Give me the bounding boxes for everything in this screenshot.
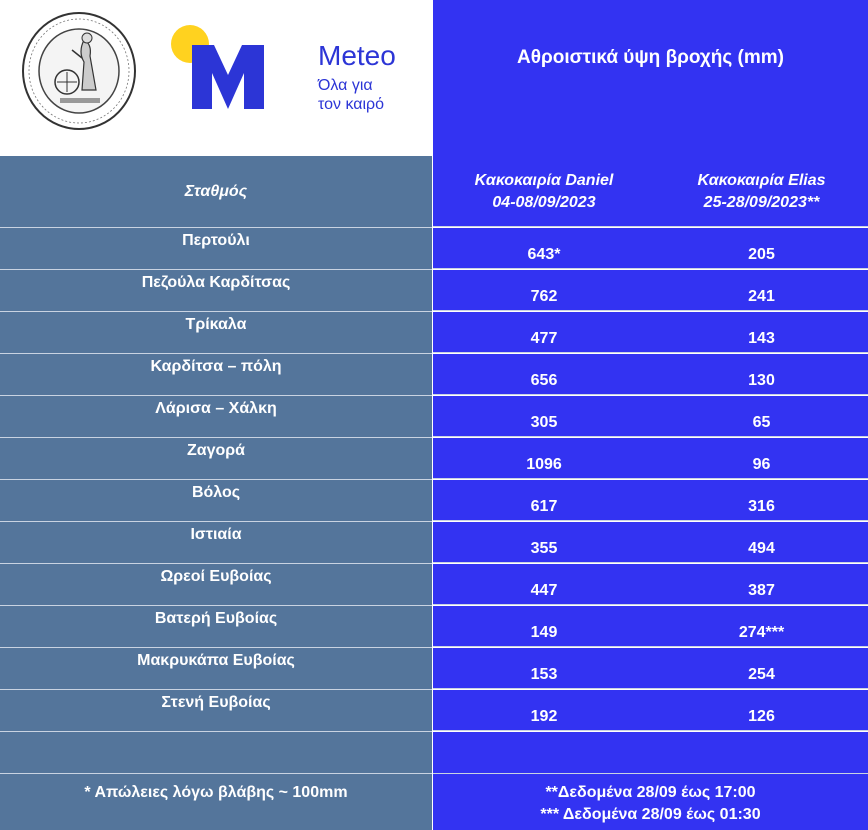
station-name: Μακρυκάπα Ευβοίας xyxy=(0,648,432,690)
daniel-rainfall-value: 656 xyxy=(433,354,655,395)
table-row xyxy=(0,648,868,690)
header-station xyxy=(0,156,432,228)
elias-rainfall-value: 494 xyxy=(655,522,868,563)
footer-left xyxy=(0,774,432,830)
page-title: Αθροιστικά ύψη βροχής (mm) xyxy=(517,47,784,68)
daniel-rainfall-value: 149 xyxy=(433,606,655,647)
daniel-rainfall-value: 153 xyxy=(433,648,655,689)
elias-rainfall-value: 316 xyxy=(655,480,868,521)
daniel-rainfall-value: 762 xyxy=(433,270,655,311)
daniel-rainfall-value: 305 xyxy=(433,396,655,437)
footer-right xyxy=(433,774,868,830)
footer-row xyxy=(0,774,868,830)
meteo-tagline-1: Όλα για xyxy=(318,77,373,94)
table-row xyxy=(0,354,868,396)
observatory-seal-logo xyxy=(20,10,138,132)
meteo-tagline-2: τον καιρό xyxy=(318,96,385,113)
station-name: Ωρεοί Ευβοίας xyxy=(0,564,432,606)
elias-column-title: Κακοκαιρία Elias xyxy=(697,172,826,189)
elias-column-dates: 25-28/09/2023** xyxy=(703,194,820,211)
footnote-elias-1: **Δεδομένα 28/09 έως 17:00 xyxy=(545,784,756,801)
table-row xyxy=(0,564,868,606)
table-row xyxy=(0,312,868,354)
elias-rainfall-value: 274*** xyxy=(655,606,868,647)
spacer-left xyxy=(0,732,432,774)
station-name: Καρδίτσα – πόλη xyxy=(0,354,432,396)
table-row xyxy=(0,522,868,564)
header-elias xyxy=(655,156,868,227)
daniel-rainfall-value: 355 xyxy=(433,522,655,563)
station-column-label: Σταθμός xyxy=(184,182,248,200)
daniel-rainfall-value: 477 xyxy=(433,312,655,353)
station-name: Ιστιαία xyxy=(0,522,432,564)
elias-rainfall-value: 254 xyxy=(655,648,868,689)
table-row xyxy=(0,690,868,732)
elias-rainfall-value: 130 xyxy=(655,354,868,395)
table-row xyxy=(0,438,868,480)
elias-rainfall-value: 143 xyxy=(655,312,868,353)
station-name: Πεζούλα Καρδίτσας xyxy=(0,270,432,312)
table-header-row xyxy=(0,156,868,228)
elias-rainfall-value: 241 xyxy=(655,270,868,311)
daniel-rainfall-value: 1096 xyxy=(433,438,655,479)
elias-rainfall-value: 205 xyxy=(655,228,868,269)
header-daniel xyxy=(433,156,655,227)
station-name: Λάρισα – Χάλκη xyxy=(0,396,432,438)
daniel-column-dates: 04-08/09/2023 xyxy=(492,194,596,211)
station-name: Περτούλι xyxy=(0,228,432,270)
station-name: Ζαγορά xyxy=(0,438,432,480)
table-row xyxy=(0,480,868,522)
footnote-elias-2: *** Δεδομένα 28/09 έως 01:30 xyxy=(540,806,761,823)
table-row xyxy=(0,396,868,438)
daniel-rainfall-value: 643* xyxy=(433,228,655,269)
station-name: Βόλος xyxy=(0,480,432,522)
elias-rainfall-value: 96 xyxy=(655,438,868,479)
spacer-right xyxy=(433,732,868,774)
footnote-daniel: * Απώλειες λόγω βλάβης ~ 100mm xyxy=(84,784,348,801)
elias-rainfall-value: 126 xyxy=(655,690,868,731)
table-row xyxy=(0,228,868,270)
meteo-brand-text: Meteo xyxy=(318,40,396,71)
meteo-logo xyxy=(168,22,418,117)
daniel-rainfall-value: 192 xyxy=(433,690,655,731)
table-row xyxy=(0,606,868,648)
spacer-row xyxy=(0,732,868,774)
station-name: Βατερή Ευβοίας xyxy=(0,606,432,648)
station-name: Στενή Ευβοίας xyxy=(0,690,432,732)
rainfall-table xyxy=(0,156,868,830)
header xyxy=(0,0,868,156)
daniel-column-title: Κακοκαιρία Daniel xyxy=(474,172,614,189)
elias-rainfall-value: 387 xyxy=(655,564,868,605)
station-name: Τρίκαλα xyxy=(0,312,432,354)
title-cell xyxy=(433,0,868,156)
elias-rainfall-value: 65 xyxy=(655,396,868,437)
table-row xyxy=(0,270,868,312)
logo-area xyxy=(0,0,433,156)
daniel-rainfall-value: 447 xyxy=(433,564,655,605)
table-body xyxy=(0,228,868,732)
daniel-rainfall-value: 617 xyxy=(433,480,655,521)
